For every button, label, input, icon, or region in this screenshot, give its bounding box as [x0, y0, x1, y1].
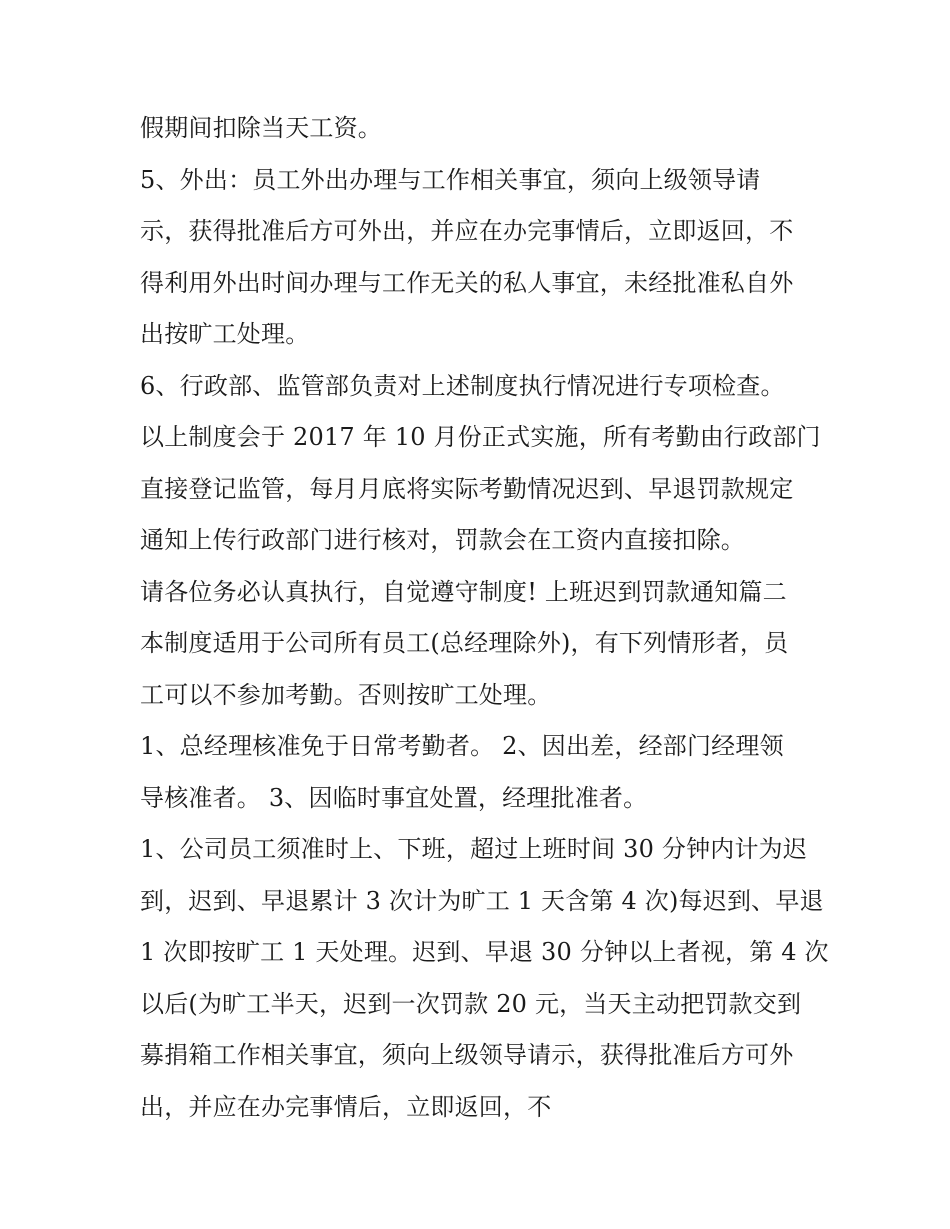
text-line: 募捐箱工作相关事宜，须向上级领导请示，获得批准后方可外 — [140, 1041, 794, 1069]
text-line: 5、外出：员工外出办理与工作相关事宜，须向上级领导请 — [140, 165, 761, 194]
text-line: 请各位务必认真执行，自觉遵守制度! 上班迟到罚款通知篇二 — [140, 577, 787, 606]
text-line: 导核准者。 3、因临时事宜处置，经理批准者。 — [140, 783, 648, 812]
text-line: 1 次即按旷工 1 天处理。迟到、早退 30 分钟以上者视，第 4 次 — [140, 938, 829, 966]
text-line: 得利用外出时间办理与工作无关的私人事宜，未经批准私自外 — [140, 268, 794, 297]
text-line: 工可以不参加考勤。否则按旷工处理。 — [140, 680, 552, 709]
text-line: 出按旷工处理。 — [140, 320, 310, 348]
text-line: 本制度适用于公司所有员工(总经理除外)，有下列情形者，员 — [140, 629, 789, 657]
text-line: 6、行政部、监管部负责对上述制度执行情况进行专项检查。 — [140, 371, 785, 400]
text-line: 假期间扣除当天工资。 — [140, 114, 382, 142]
text-line: 到，迟到、早退累计 3 次计为旷工 1 天含第 4 次)每迟到、早退 — [140, 886, 824, 915]
text-line: 以后(为旷工半天，迟到一次罚款 20 元，当天主动把罚款交到 — [140, 989, 802, 1018]
text-line: 以上制度会于 2017 年 10 月份正式实施，所有考勤由行政部门 — [140, 423, 821, 451]
text-line: 通知上传行政部门进行核对，罚款会在工资内直接扣除。 — [140, 526, 745, 554]
document-body — [140, 108, 830, 1138]
text-line: 直接登记监管，每月月底将实际考勤情况迟到、早退罚款规定 — [140, 474, 794, 503]
text-line: 示，获得批准后方可外出，并应在办完事情后，立即返回，不 — [140, 217, 794, 245]
text-line: 1、公司员工须准时上、下班，超过上班时间 30 分钟内计为迟 — [140, 835, 808, 863]
text-line: 出，并应在办完事情后，立即返回，不 — [140, 1092, 552, 1121]
text-line: 1、总经理核准免于日常考勤者。 2、因出差，经部门经理领 — [140, 732, 784, 760]
